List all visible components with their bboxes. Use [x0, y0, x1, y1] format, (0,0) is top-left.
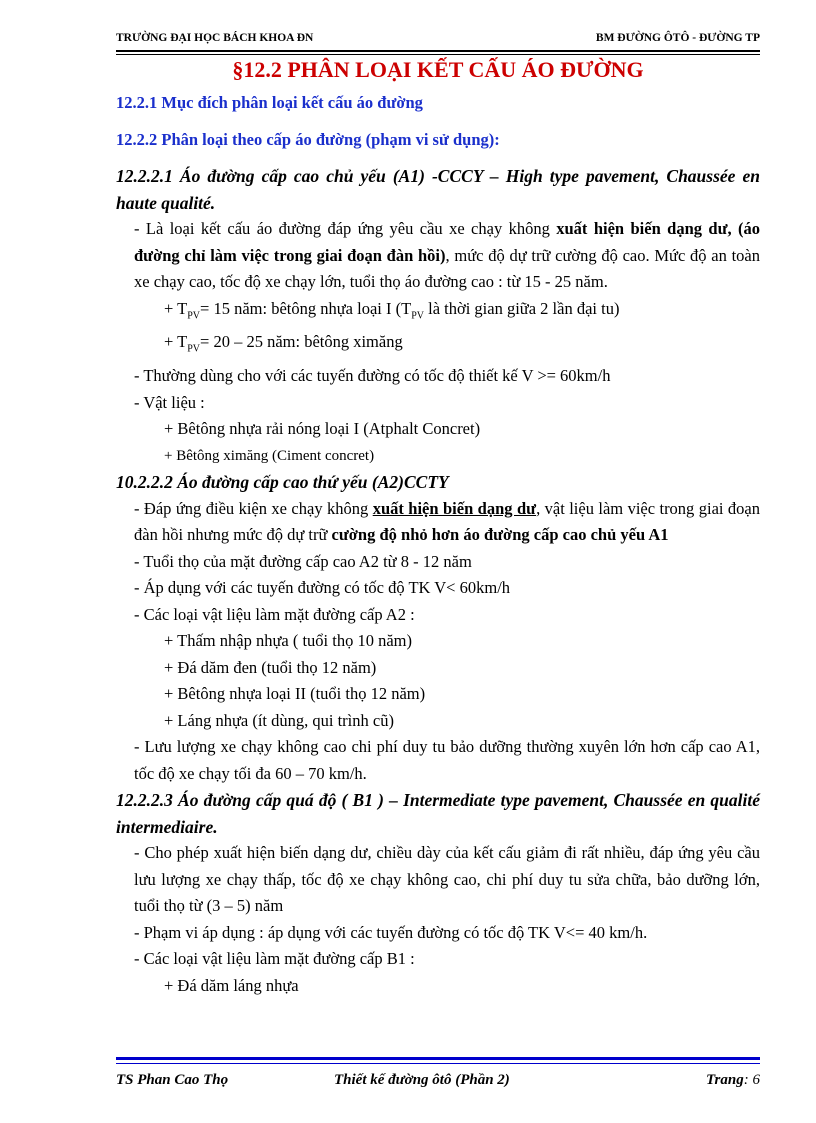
list-item-a2-material-2: + Đá dăm đen (tuổi thọ 12 năm)	[164, 657, 377, 677]
heading-10-2-2-2: 10.2.2.2 Áo đường cấp cao thứ yếu (A2)CCTY	[116, 472, 449, 493]
footer-rule-thick	[116, 1057, 760, 1060]
header-rule-thick	[116, 50, 760, 52]
paragraph-a2-traffic: - Lưu lượng xe chạy không cao chi phí duy tu bảo dưỡng thường xuyên lớn hơn cấp cao A1, tốc độ xe chạy tối đa 60 – 70 km/h.	[134, 737, 760, 783]
list-item-b1-materials: - Các loại vật liệu làm mặt đường cấp B1 :	[134, 949, 415, 969]
page-content	[116, 90, 760, 999]
header-university: TRƯỜNG ĐẠI HỌC BÁCH KHOA ĐN	[116, 32, 314, 44]
list-item-a2-lifetime: - Tuổi thọ của mặt đường cấp cao A2 từ 8 - 12 năm	[134, 551, 472, 571]
document-page	[116, 0, 760, 1123]
paragraph-b1-definition: - Cho phép xuất hiện biến dạng dư, chiều dày của kết cấu giảm đi rất nhiều, đáp ứng yêu cầu lưu lượng xe chạy thấp, tốc độ xe chạy không cao, chi phí duy tu sửa chữa, bảo dưỡng lớn, tuổi thọ từ (3 – 5) năm	[134, 843, 760, 916]
header-department: BM ĐƯỜNG ÔTÔ - ĐƯỜNG TP	[595, 32, 760, 44]
list-item-a1-usage: - Thường dùng cho với các tuyến đường có tốc độ thiết kế V >= 60km/h	[134, 366, 611, 386]
list-item-a2-material-1: + Thấm nhập nhựa ( tuổi thọ 10 năm)	[164, 631, 412, 651]
heading-12-2-1: 12.2.1 Mục đích phân loại kết cấu áo đường	[116, 93, 423, 112]
list-item-a2-speed: - Áp dụng với các tuyến đường có tốc độ TK V< 60km/h	[134, 578, 511, 598]
footer-book-title: Thiết kế đường ôtô (Phần 2)	[334, 1072, 510, 1088]
footer-author: TS Phan Cao Thọ	[116, 1072, 229, 1088]
list-item-a1-materials: - Vật liệu :	[134, 392, 205, 412]
heading-12-2-2-1: 12.2.2.1 Áo đường cấp cao chủ yếu (A1) -CCCY – High type pavement, Chaussée en haute qualité.	[116, 166, 760, 213]
list-item-a2-material-4: + Láng nhựa (ít dùng, qui trình cũ)	[164, 710, 394, 730]
paragraph-a2-definition: - Đáp ứng điều kiện xe chạy không xuất hiện biến dạng dư, vật liệu làm việc trong giai đoạn đàn hồi nhưng mức độ dự trữ cường độ nhỏ hơn áo đường cấp cao chủ yếu A1	[134, 498, 760, 545]
heading-12-2-2: 12.2.2 Phân loại theo cấp áo đường (phạm vi sử dụng):	[116, 129, 500, 149]
heading-12-2-2-3: 12.2.2.3 Áo đường cấp quá độ ( B1 ) – Intermediate type pavement, Chaussée en qualité intermediaire.	[116, 790, 760, 837]
list-item-b1-material-1: + Đá dăm láng nhựa	[164, 975, 299, 995]
list-item-tpv-15: + $T_{PV}= 15$ năm: bêtông nhựa loại I ($T_{PV}$ là thời gian giữa 2 lần đại tu)	[164, 298, 620, 321]
footer-page-number: Trang: 6	[705, 1072, 760, 1088]
list-item-a1-material-2: + Bêtông ximăng (Ciment concret)	[164, 447, 375, 464]
page-title: §12.2 PHÂN LOẠI KẾT CẤU ÁO ĐƯỜNG	[232, 57, 644, 82]
paragraph-a1-definition: - Là loại kết cấu áo đường đáp ứng yêu cầu xe chạy không xuất hiện biến dạng dư, (áo đường chỉ làm việc trong giai đoạn đàn hồi), mức độ dự trữ cường độ cao. Mức độ an toàn xe chạy cao, tốc độ xe chạy lớn, tuổi thọ áo đường cao : từ 15 - 25 năm.	[134, 219, 760, 291]
list-item-a1-material-1: + Bêtông nhựa rải nóng loại I (Atphalt Concret)	[164, 419, 481, 439]
header-rule-thin	[116, 54, 760, 55]
list-item-b1-scope: - Phạm vi áp dụng : áp dụng với các tuyến đường có tốc độ TK V<= 40 km/h.	[134, 922, 648, 942]
footer-rule-thin	[116, 1063, 760, 1064]
page-header	[116, 32, 760, 50]
list-item-tpv-20: + $T_{PV}= 20 - 25$ năm: bêtông ximăng	[164, 332, 403, 355]
list-item-a2-materials: - Các loại vật liệu làm mặt đường cấp A2 :	[134, 604, 415, 624]
list-item-a2-material-3: + Bêtông nhựa loại II (tuổi thọ 12 năm)	[164, 684, 426, 704]
